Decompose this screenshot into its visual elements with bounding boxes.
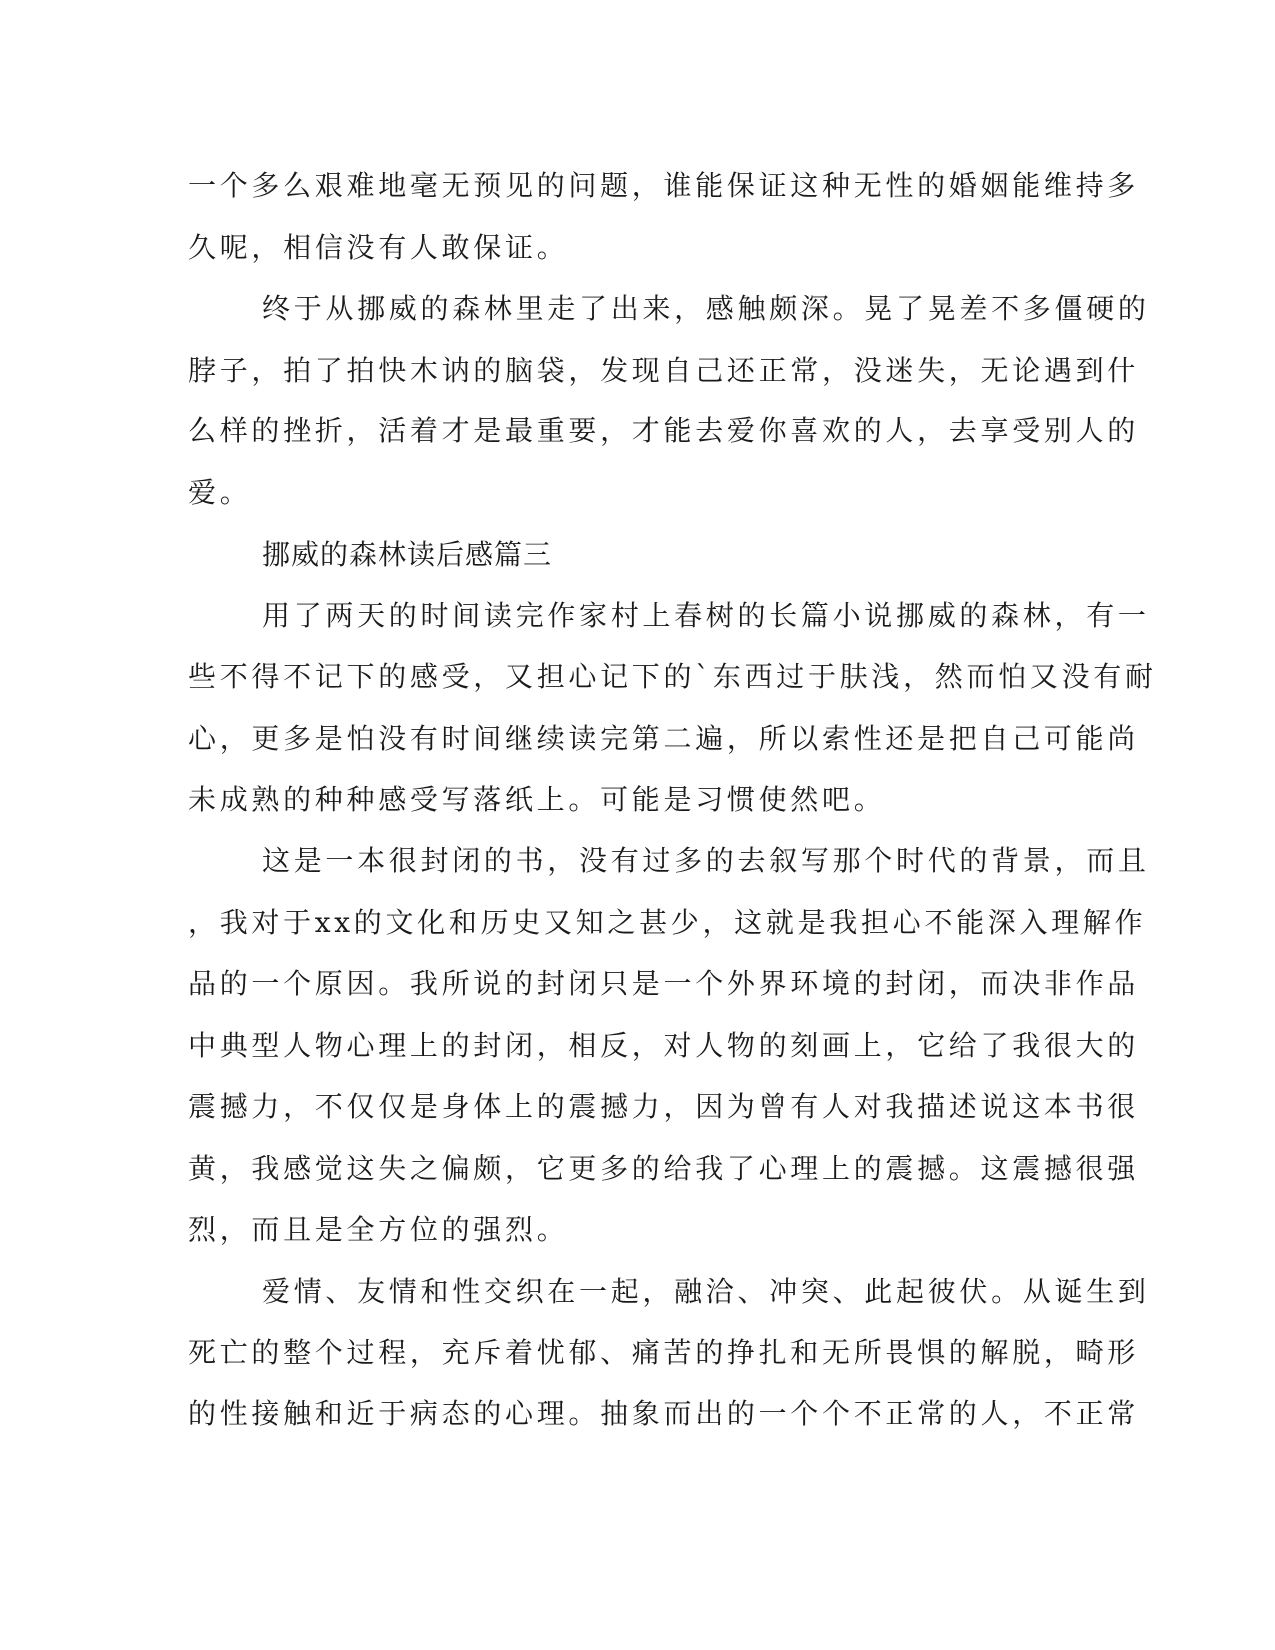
text-line: ，我对于xx的文化和历史又知之甚少，这就是我担心不能深入理解作 [188,906,1147,939]
text-line: 久呢，相信没有人敢保证。 [188,231,569,264]
text-line: 爱情、友情和性交织在一起，融洽、冲突、此起彼伏。从诞生到 [262,1275,1150,1308]
text-line: 终于从挪威的森林里走了出来，感触颇深。晃了晃差不多僵硬的 [262,292,1150,325]
text-line: 品的一个原因。我所说的封闭只是一个外界环境的封闭，而决非作品 [188,967,1140,1000]
text-line: 么样的挫折，活着才是最重要，才能去爱你喜欢的人，去享受别人的 [188,414,1140,447]
section-heading: 挪威的森林读后感篇三 [262,538,553,571]
text-line: 中典型人物心理上的封闭，相反，对人物的刻画上，它给了我很大的 [188,1029,1140,1062]
text-line: 黄，我感觉这失之偏颇，它更多的给我了心理上的震撼。这震撼很强 [188,1152,1140,1185]
text-line: 这是一本很封闭的书，没有过多的去叙写那个时代的背景，而且 [262,844,1150,877]
text-line: 脖子，拍了拍快木讷的脑袋，发现自己还正常，没迷失，无论遇到什 [188,354,1140,387]
text-line: 的性接触和近于病态的心理。抽象而出的一个个不正常的人，不正常 [188,1397,1140,1430]
text-line: 未成熟的种种感受写落纸上。可能是习惯使然吧。 [188,783,886,816]
text-line: 心，更多是怕没有时间继续读完第二遍，所以索性还是把自己可能尚 [188,722,1140,755]
text-line: 些不得不记下的感受，又担心记下的`东西过于肤浅，然而怕又没有耐 [188,660,1157,693]
text-line: 用了两天的时间读完作家村上春树的长篇小说挪威的森林，有一 [262,599,1150,632]
text-line: 一个多么艰难地毫无预见的问题，谁能保证这种无性的婚姻能维持多 [188,169,1140,202]
text-line: 爱。 [188,476,252,509]
text-line: 震撼力，不仅仅是身体上的震撼力，因为曾有人对我描述说这本书很 [188,1090,1140,1123]
text-line: 死亡的整个过程，充斥着忧郁、痛苦的挣扎和无所畏惧的解脱，畸形 [188,1336,1140,1369]
text-line: 烈，而且是全方位的强烈。 [188,1213,569,1246]
